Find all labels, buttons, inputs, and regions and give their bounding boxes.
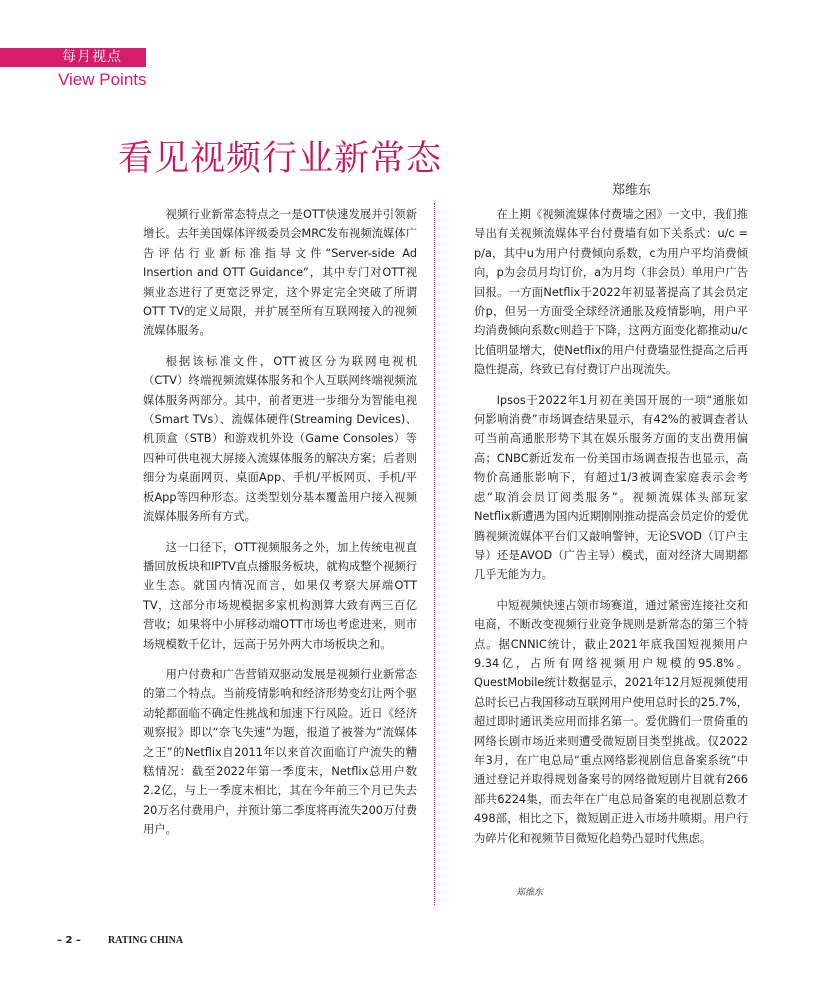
article-author: 郑维东 [612,183,652,198]
paragraph: Ipsos于2022年1月初在美国开展的一项“通胀如何影响消费”市场调查结果显示，有42%的被调查者认可当前高通胀形势下其在娱乐服务方面的支出费用偏高；CNBC新近发布一份美国市场调查报告也显示，高物价高通胀影响下，有超过1/3被调查家庭表示会考虑“取消会员订阅类服务”。视频流媒体头部玩家Netflix新遭遇为国内近期刚刚推动提高会员定价的爱优腾视频流媒体平台们又敲响警钟，无论SVOD（订户主导）还是AVOD（广告主导）模式，面对经济大周期都几乎无能为力。 [474,393,749,582]
paragraph: 这一口径下，OTT视频服务之外，加上传统电视直播回放板块和IPTV直点播服务板块，就构成整个视频行业生态。就国内情况而言，如果仅考察大屏端OTT TV，这部分市场规模据多家机构测算大致有两三百亿营收；如果将中小屏移动端OTT市场也考虑进来，则市场规模数千亿计，远高于另外两大市场板块之和。 [143,540,417,651]
paragraph: 在上期《视频流媒体付费墙之困》一文中，我们推导出有关视频流媒体平台付费墙有如下关系式：u/c = p/a，其中u为用户付费倾向系数，c为用户平均消费倾向，p为会员月均订价，a为月均（非会员）单用户广告回报。一方面Netflix于2022年初显著提高了其会员定价p，但另一方面受全球经济通胀及疫情影响，用户平均消费倾向系数c则趋于下降，这两方面变化都推动u/c比值明显增大，使Netflix的用户付费墙显性提高之后再隐性提高，终致已有付费订户出现流失。 [474,208,749,377]
author-signature: 郑维东 [516,888,544,898]
paragraph: 中短视频快速占领市场赛道，通过紧密连接社交和电商，不断改变视频行业竞争规则是新常态的第三个特点。据CNNIC统计，截止2021年底我国短视频用户9.34亿，占所有网络视频用户规模的95.8%。QuestMobile统计数据显示，2021年12月短视频使用总时长已占我国移动互联网用户使用总时长的25.7%，超过即时通讯类应用而排名第一。爱优腾们一贯倚重的网络长剧市场近来则遭受微短剧目类型挑战。仅2022年3月，在广电总局“重点网络影视剧信息备案系统”中通过登记并取得规划备案号的网络微短剧片目就有266部共6224集，而去年在广电总局备案的电视剧总数才498部，相比之下，微短剧正进入市场井喷期。用户行为碎片化和视频节目微短化趋势凸显时代焦虑。 [474,598,748,845]
section-english-label: View Points [58,70,147,89]
left-column [143,205,417,851]
paragraph: 用户付费和广告营销双驱动发展是视频行业新常态的第二个特点。当前疫情影响和经济形势变幻让两个驱动轮都面临不确定性挑战和加速下行风险。近日《经济观察报》即以“奈飞失速”为题，报道了被誉为“流媒体之王”的Netflix自2011年以来首次面临订户流失的糟糕情况：截至2022年第一季度末，Netflix总用户数2.2亿，与上一季度末相比，其在今年前三个月已失去20万名付费用户，并预计第二季度将再流失200万付费用户。 [143,667,417,837]
paragraph: 视频行业新常态特点之一是OTT快速发展并引领新增长。去年美国媒体评级委员会MRC发布视频流媒体广告评估行业新标准指导文件“Server-side Ad Insertion and OTT Guidance”，其中专门对OTT视频业态进行了更宽泛界定，这个界定完全突破了所谓OTT TV的定义局限，并扩展至所有互联网接入的视频流媒体服务。 [143,208,417,338]
right-column [474,205,748,859]
paragraph: 根据该标准文件，OTT被区分为联网电视机（CTV）终端视频流媒体服务和个人互联网终端视频流媒体服务两部分。其中，前者更进一步细分为智能电视（Smart TVs）、流媒体硬件(Streaming Devices)、机顶盒（STB）和游戏机外设（Game Consoles）等四种可供电视大屏接入流媒体服务的解决方案；后者则细分为桌面网页、桌面App、手机/平板网页、手机/平板App等四种形态。这类型划分基本覆盖用户接入视频流媒体服务所有方式。 [143,354,417,524]
section-tag-label: 每月视点 [62,49,122,65]
page-number: – 2 – [57,935,81,946]
article-title: 看见视频行业新常态 [118,139,443,179]
column-divider [434,203,435,905]
publication-name: RATING CHINA [108,935,184,946]
section-tag-bar [0,48,146,67]
